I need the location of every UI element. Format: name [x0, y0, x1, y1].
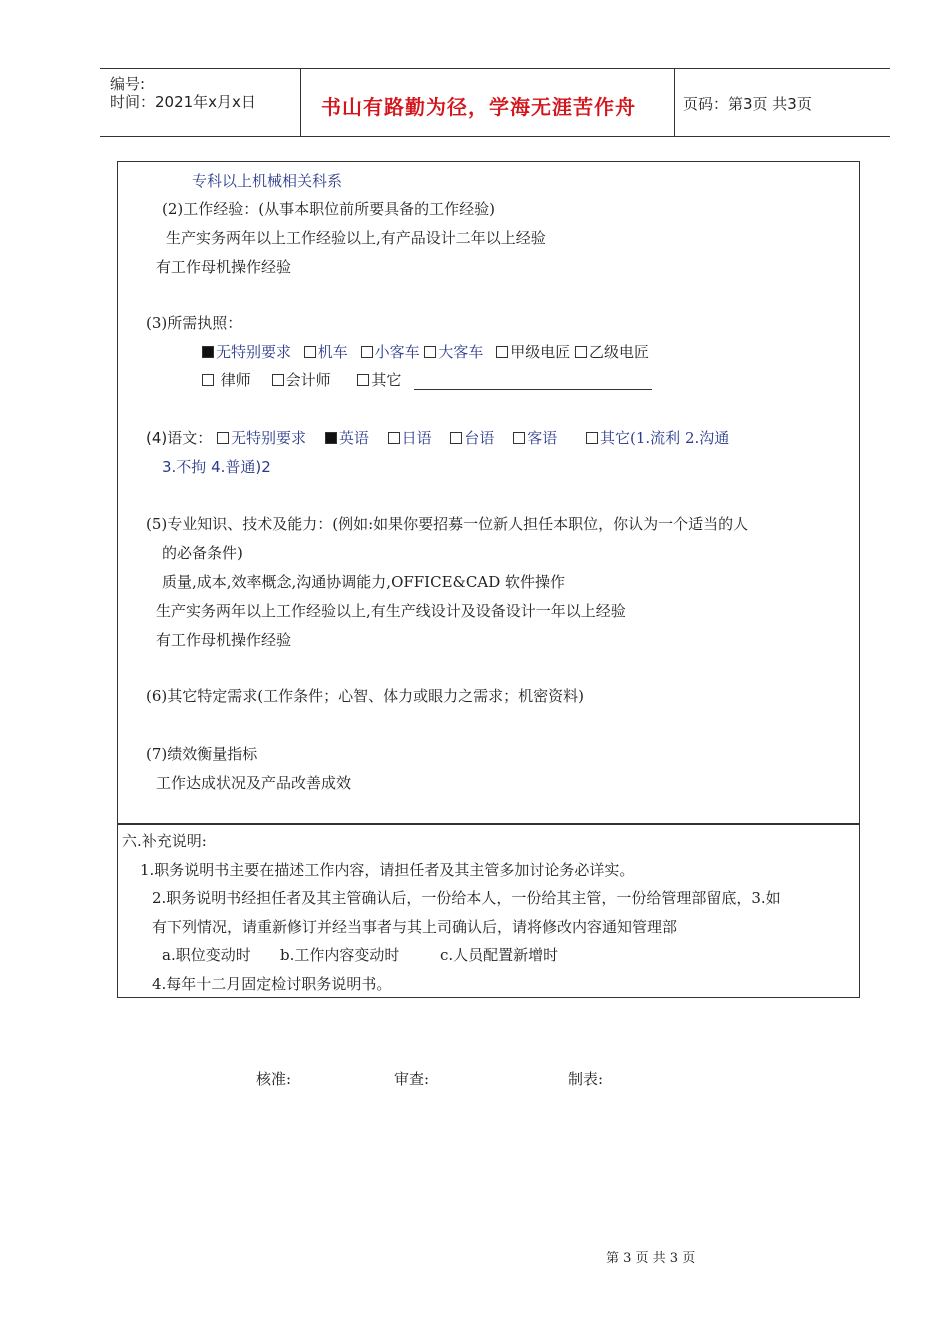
other-license-input[interactable]	[414, 377, 652, 390]
language-option[interactable]: 日语	[388, 429, 432, 447]
license-option[interactable]: 乙级电匠	[575, 343, 649, 361]
language-option[interactable]: 客语	[513, 429, 557, 447]
license-option[interactable]: 小客车	[361, 343, 420, 361]
supplement-item-1: 1.职务说明书主要在描述工作内容，请担任者及其主管多加讨论务必详实。	[140, 861, 635, 879]
prepare-label: 制表:	[568, 1070, 604, 1088]
checkbox-icon	[586, 432, 598, 444]
supplement-item-2a: 2.职务说明书经担任者及其主管确认后，一份给本人，一份给其主管，一份给管理部留底，3.如	[152, 889, 781, 907]
checkbox-icon	[357, 374, 369, 386]
license-option[interactable]: 无特别要求	[202, 343, 291, 361]
supplement-item-3c: c.人员配置新增时	[440, 946, 559, 964]
supplement-item-2b: 有下列情况，请重新修订并经当事者与其上司确认后，请将修改内容通知管理部	[152, 918, 678, 936]
performance-title: (7)绩效衡量指标	[146, 745, 258, 763]
motto: 书山有路勤为径，学海无涯苦作舟	[321, 95, 636, 119]
review-label: 审查:	[394, 1070, 430, 1088]
license-option[interactable]: 甲级电匠	[496, 343, 570, 361]
page-header	[100, 68, 890, 137]
checkbox-icon	[424, 346, 436, 358]
supplement-box	[117, 823, 860, 998]
license-option[interactable]: 其它	[357, 371, 401, 389]
experience-line-1: 生产实务两年以上工作经验以上,有产品设计二年以上经验	[166, 229, 546, 247]
supplement-title: 六.补充说明:	[122, 832, 207, 850]
language-option[interactable]: 台语	[450, 429, 494, 447]
checkbox-icon	[496, 346, 508, 358]
license-row-2	[202, 369, 652, 390]
skills-line-2: 生产实务两年以上工作经验以上,有生产线设计及设备设计一年以上经验	[156, 602, 626, 620]
checkbox-icon	[450, 432, 462, 444]
supplement-item-4: 4.每年十二月固定检讨职务说明书。	[152, 975, 392, 993]
skills-line-1: 质量,成本,效率概念,沟通协调能力,OFFICE&CAD 软件操作	[162, 573, 565, 591]
checkbox-icon	[272, 374, 284, 386]
requirements-box	[117, 161, 860, 825]
skills-title-2: 的必备条件)	[162, 544, 243, 562]
license-option[interactable]: 会计师	[272, 371, 331, 389]
skills-title: (5)专业知识、技术及能力：(例如:如果你要招募一位新人担任本职位，你认为一个适当的人	[146, 515, 749, 533]
license-option[interactable]: 律师	[202, 371, 251, 389]
skills-line-3: 有工作母机操作经验	[156, 631, 292, 649]
language-option[interactable]: 无特别要求	[217, 429, 306, 447]
performance-line: 工作达成状况及产品改善成效	[156, 774, 352, 792]
checkbox-checked-icon	[325, 432, 337, 444]
header-motto-cell	[301, 69, 675, 136]
language-line-2: 3.不拘 4.普通)2	[162, 458, 271, 476]
approve-label: 核准:	[256, 1070, 292, 1088]
checkbox-icon	[304, 346, 316, 358]
checkbox-icon	[513, 432, 525, 444]
supplement-item-3a: a.职位变动时	[162, 946, 251, 964]
supplement-item-3b: b.工作内容变动时	[280, 946, 400, 964]
header-left-cell	[100, 69, 301, 136]
experience-title: (2)工作经验：(从事本职位前所要具备的工作经验)	[162, 200, 495, 218]
footer-page-number: 第 3 页 共 3 页	[606, 1251, 696, 1266]
language-title: (4)语文：	[146, 429, 213, 447]
checkbox-icon	[388, 432, 400, 444]
license-option[interactable]: 大客车	[424, 343, 483, 361]
checkbox-icon	[217, 432, 229, 444]
license-row-1	[202, 341, 649, 362]
other-needs-title: (6)其它特定需求(工作条件；心智、体力或眼力之需求；机密资料)	[146, 687, 584, 705]
checkbox-icon	[202, 374, 214, 386]
education-text: 专科以上机械相关科系	[192, 172, 343, 190]
header-right-cell	[675, 69, 890, 136]
checkbox-icon	[575, 346, 587, 358]
serial-label: 编号:	[110, 75, 146, 93]
checkbox-icon	[361, 346, 373, 358]
page-label: 页码：第3页 共3页	[683, 95, 812, 113]
checkbox-checked-icon	[202, 346, 214, 358]
time-label: 时间：2021年x月x日	[110, 93, 256, 111]
license-title: (3)所需执照：	[146, 314, 243, 332]
language-option[interactable]: 英语	[325, 429, 369, 447]
language-option[interactable]: 其它(1.流利 2.沟通	[586, 429, 729, 447]
language-row	[146, 427, 729, 448]
experience-line-2: 有工作母机操作经验	[156, 258, 292, 276]
license-option[interactable]: 机车	[304, 343, 348, 361]
